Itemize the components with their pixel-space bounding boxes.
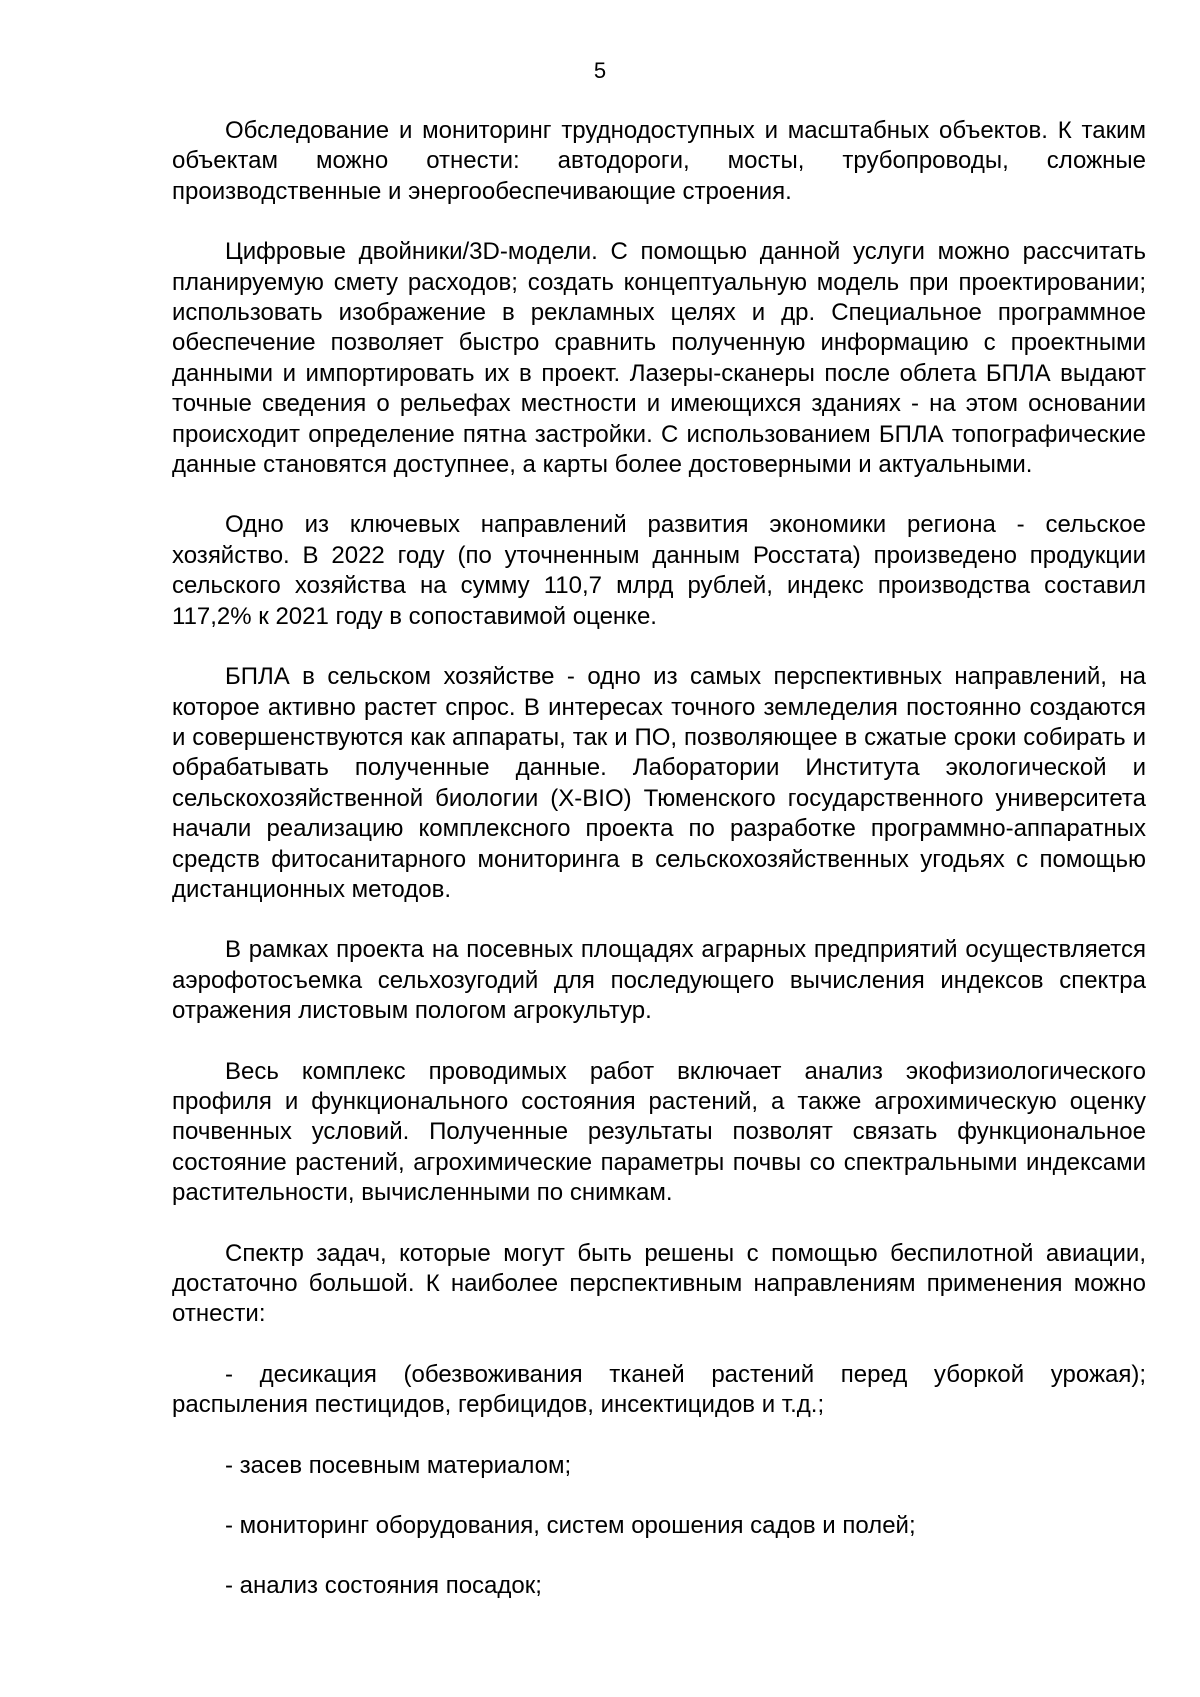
list-item-equipment-monitoring: - мониторинг оборудования, систем орошения садов и полей; xyxy=(225,1512,916,1540)
paragraph-agriculture-economy: Одно из ключевых направлений развития экономики региона - сельское хозяйство. В 2022 году (по уточненным данным Росстата) произведено продукции сельского хозяйства на сумму 110,7 млрд рублей, индекс производства составил 117,2% к 2021 году в сопоставимой оценке. xyxy=(172,511,1146,630)
page-number: 5 xyxy=(593,58,607,83)
paragraph-task-spectrum: Спектр задач, которые могут быть решены с помощью беспилотной авиации, достаточно большой. К наиболее перспективным направлениям применения можно отнести: xyxy=(172,1239,1146,1328)
list-item-planting-analysis: - анализ состояния посадок; xyxy=(225,1572,542,1600)
paragraph-digital-twins: Цифровые двойники/3D-модели. С помощью данной услуги можно рассчитать планируемую смету расходов; создать концептуальную модель при проектировании; использовать изображение в рекламных целях и др. Специальное программное обеспечение позволяет быстро сравнить полученную информацию с проектными данными и импортировать их в проект. Лазеры-сканеры после облета БПЛА выдают точные сведения о рельефах местности и имеющихся зданиях - на этом основании происходит определение пятна застройки. С использованием БПЛА топографические данные становятся доступнее, а карты более достоверными и актуальными. xyxy=(172,238,1146,479)
paragraph-uav-agriculture: БПЛА в сельском хозяйстве - одно из самых перспективных направлений, на которое активно растет спрос. В интересах точного земледелия постоянно создаются и совершенствуются как аппараты, так и ПО, позволяющее в сжатые сроки собирать и обрабатывать полученные данные. Лаборатории Института экологической и сельскохозяйственной биологии (X-BIO) Тюменского государственного университета начали реализацию комплексного проекта по разработке программно-аппаратных средств фитосанитарного мониторинга в сельскохозяйственных угодьях с помощью дистанционных методов. xyxy=(172,663,1146,903)
paragraph-inspection-monitoring: Обследование и мониторинг труднодоступных и масштабных объектов. К таким объектам можно отнести: автодороги, мосты, трубопроводы, сложные производственные и энергообеспечивающие строения. xyxy=(172,117,1146,205)
list-item-seeding: - засев посевным материалом; xyxy=(225,1451,572,1479)
list-item-desiccation: - десикация (обезвоживания тканей растений перед уборкой урожая); распыления пестицидов, гербицидов, инсектицидов и т.д.; xyxy=(172,1360,1146,1419)
paragraph-aerial-photography: В рамках проекта на посевных площадях аграрных предприятий осуществляется аэрофотосъемка сельхозугодий для последующего вычисления индексов спектра отражения листовым пологом агрокультур. xyxy=(172,936,1146,1025)
paragraph-research-complex: Весь комплекс проводимых работ включает анализ экофизиологического профиля и функционального состояния растений, а также агрохимическую оценку почвенных условий. Полученные результаты позволят связать функциональное состояние растений, агрохимические параметры почвы со спектральными индексами растительности, вычисленными по снимкам. xyxy=(172,1057,1146,1207)
document-body xyxy=(172,116,1146,1602)
